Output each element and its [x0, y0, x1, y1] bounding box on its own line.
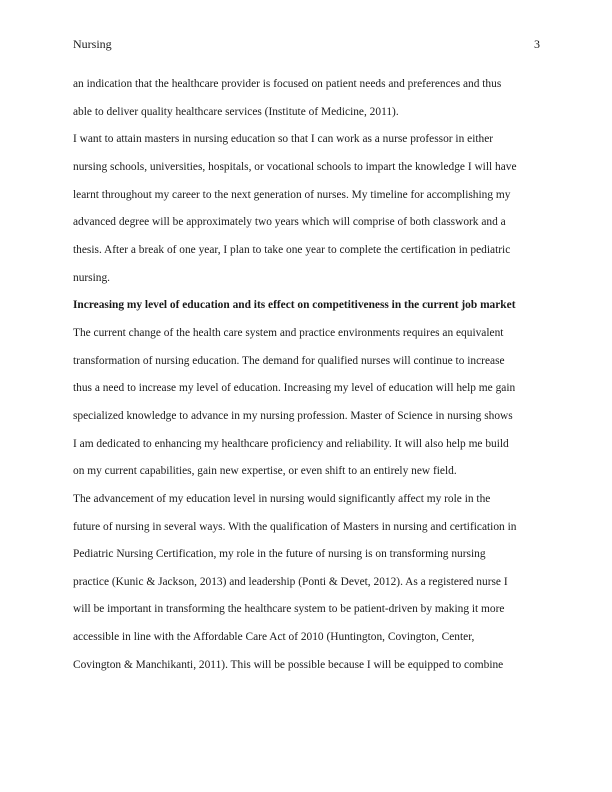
text-line: thesis. After a break of one year, I plan to take one year to complete the certification in pediatric: [73, 243, 511, 256]
text-line: specialized knowledge to advance in my nursing profession. Master of Science in nursing shows: [73, 409, 513, 422]
page-number: 3: [534, 37, 540, 51]
section-heading: Increasing my level of education and its effect on competitiveness in the current job market: [73, 299, 516, 312]
text-line: The advancement of my education level in nursing would significantly affect my role in the: [73, 492, 491, 505]
text-line: The current change of the health care system and practice environments requires an equivalent: [73, 326, 504, 339]
text-line: thus a need to increase my level of education. Increasing my level of education will help me gain: [73, 382, 516, 395]
text-line: able to deliver quality healthcare services (Institute of Medicine, 2011).: [73, 105, 399, 118]
text-line: nursing schools, universities, hospitals, or vocational schools to impart the knowledge I will have: [73, 160, 517, 173]
text-line: transformation of nursing education. The demand for qualified nurses will continue to increase: [73, 354, 505, 367]
text-line: nursing.: [73, 271, 111, 284]
text-line: accessible in line with the Affordable Care Act of 2010 (Huntington, Covington, Center,: [73, 631, 475, 644]
text-line: practice (Kunic & Jackson, 2013) and leadership (Ponti & Devet, 2012). As a registered nurse I: [73, 575, 508, 588]
running-head: Nursing: [73, 37, 112, 51]
text-line: learnt throughout my career to the next generation of nurses. My timeline for accomplishing my: [73, 188, 511, 201]
text-line: Pediatric Nursing Certification, my role in the future of nursing is on transforming nursing: [73, 548, 486, 561]
text-line: on my current capabilities, gain new expertise, or even shift to an entirely new field.: [73, 465, 457, 478]
text-line: future of nursing in several ways. With the qualification of Masters in nursing and certification in: [73, 520, 517, 533]
text-line: an indication that the healthcare provider is focused on patient needs and preferences and thus: [73, 78, 502, 90]
text-line: advanced degree will be approximately two years which will comprise of both classwork and a: [73, 216, 506, 229]
text-line: Covington & Manchikanti, 2011). This will be possible because I will be equipped to combine: [73, 658, 504, 671]
text-line: I want to attain masters in nursing education so that I can work as a nurse professor in either: [73, 133, 494, 146]
text-line: I am dedicated to enhancing my healthcare proficiency and reliability. It will also help me build: [73, 437, 509, 450]
body-text: [73, 71, 541, 679]
text-line: will be important in transforming the healthcare system to be patient-driven by making it more: [73, 603, 505, 616]
